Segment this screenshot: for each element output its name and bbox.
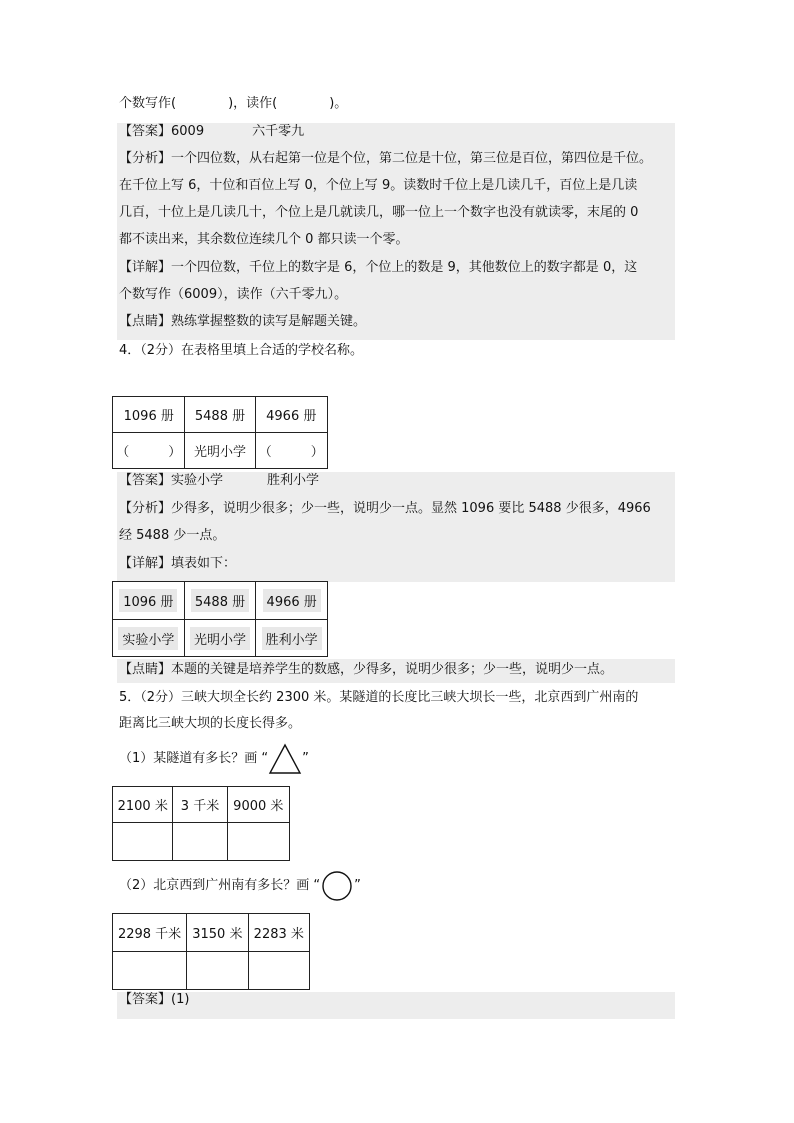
table-cell: 1096 册 <box>113 582 185 620</box>
q5-table-1 <box>112 786 290 861</box>
blank-cell[interactable] <box>173 823 227 861</box>
answer-value-2: 六千零九 <box>252 124 305 139</box>
answer-tag: 【答案】 <box>119 473 172 488</box>
q3-fill-line: 个数写作( )，读作( )。 <box>119 96 348 111</box>
blank-cell[interactable] <box>113 952 187 990</box>
table-cell: 5488 册 <box>184 582 256 620</box>
q4-analysis-line-2: 经 5488 少一点。 <box>119 528 226 543</box>
table-cell: 光明小学 <box>184 620 256 657</box>
q5-sub1 <box>119 742 309 776</box>
table-cell: 5488 册 <box>185 397 255 433</box>
q5-title-line-2: 距离比三峡大坝的长度长得多。 <box>119 716 302 731</box>
q3-detail-line-1: 【详解】一个四位数，千位上的数字是 6，个位上的数是 9，其他数位上的数字都是 0，这 <box>119 260 638 275</box>
q5-answer: 【答案】(1) <box>119 992 190 1007</box>
q4-answer-table <box>112 581 328 657</box>
blank-cell[interactable]: （ ） <box>113 433 185 469</box>
q3-analysis-line-3: 几百，十位上是几读几十，个位上是几就读几，哪一位上一个数字也没有就读零，末尾的 0 <box>119 205 639 220</box>
blank-cell[interactable] <box>227 823 289 861</box>
q5-sub1-close: ” <box>302 751 309 766</box>
triangle-icon <box>268 743 302 775</box>
table-cell: 3150 米 <box>187 914 248 952</box>
table-cell: 2283 米 <box>248 914 309 952</box>
q5-title-line-1: 5．（2分）三峡大坝全长约 2300 米。某隧道的长度比三峡大坝长一些，北京西到广州南的 <box>119 690 639 705</box>
q5-sub1-text: （1）某隧道有多长？画 “ <box>119 751 269 766</box>
table-cell: 9000 米 <box>227 787 289 823</box>
q3-analysis-line-4: 都不读出来，其余数位连续几个 0 都只读一个零。 <box>119 232 409 247</box>
blank-cell[interactable] <box>113 823 173 861</box>
q3-analysis-line-1: 【分析】一个四位数，从右起第一位是个位，第二位是十位，第三位是百位，第四位是千位。 <box>119 151 653 166</box>
q3-point: 【点睛】熟练掌握整数的读写是解题关键。 <box>119 314 367 329</box>
answer-value-1: 6009 <box>171 124 205 139</box>
q4-answer <box>119 471 319 491</box>
table-cell: 实验小学 <box>113 620 185 657</box>
blank-cell[interactable] <box>187 952 248 990</box>
q4-point: 【点睛】本题的关键是培养学生的数感，少得多，说明少很多；少一些，说明少一点。 <box>119 662 614 677</box>
q4-title: 4．（2分）在表格里填上合适的学校名称。 <box>119 343 364 358</box>
q5-sub2-close: ” <box>354 878 361 893</box>
q4-question-table <box>112 396 328 469</box>
table-cell: 4966 册 <box>255 397 327 433</box>
table-cell: 光明小学 <box>185 433 255 469</box>
answer-value-1: 实验小学 <box>171 473 224 488</box>
table-cell: 1096 册 <box>113 397 185 433</box>
q4-analysis-line-1: 【分析】少得多，说明少很多；少一些，说明少一点。显然 1096 要比 5488 少很多，4966 <box>119 501 651 516</box>
q3-detail-line-2: 个数写作（6009），读作（六千零九）。 <box>119 287 348 302</box>
blank-cell[interactable]: （ ） <box>255 433 327 469</box>
q5-sub2 <box>119 869 361 903</box>
q3-answer <box>119 122 304 142</box>
answer-tag: 【答案】 <box>119 124 172 139</box>
blank-cell[interactable] <box>248 952 309 990</box>
q5-sub2-text: （2）北京西到广州南有多长？画 “ <box>119 878 321 893</box>
answer-value-2: 胜利小学 <box>267 473 320 488</box>
q5-table-2 <box>112 913 310 990</box>
q4-detail: 【详解】填表如下： <box>119 556 237 571</box>
table-cell: 3 千米 <box>173 787 227 823</box>
q5-answer-block <box>117 992 675 1019</box>
table-cell: 4966 册 <box>256 582 328 620</box>
q3-analysis-line-2: 在千位上写 6，十位和百位上写 0，个位上写 9。读数时千位上是几读几千，百位上是几读 <box>119 178 638 193</box>
table-cell: 2298 千米 <box>113 914 187 952</box>
circle-icon <box>320 870 354 902</box>
table-cell: 胜利小学 <box>256 620 328 657</box>
table-cell: 2100 米 <box>113 787 173 823</box>
